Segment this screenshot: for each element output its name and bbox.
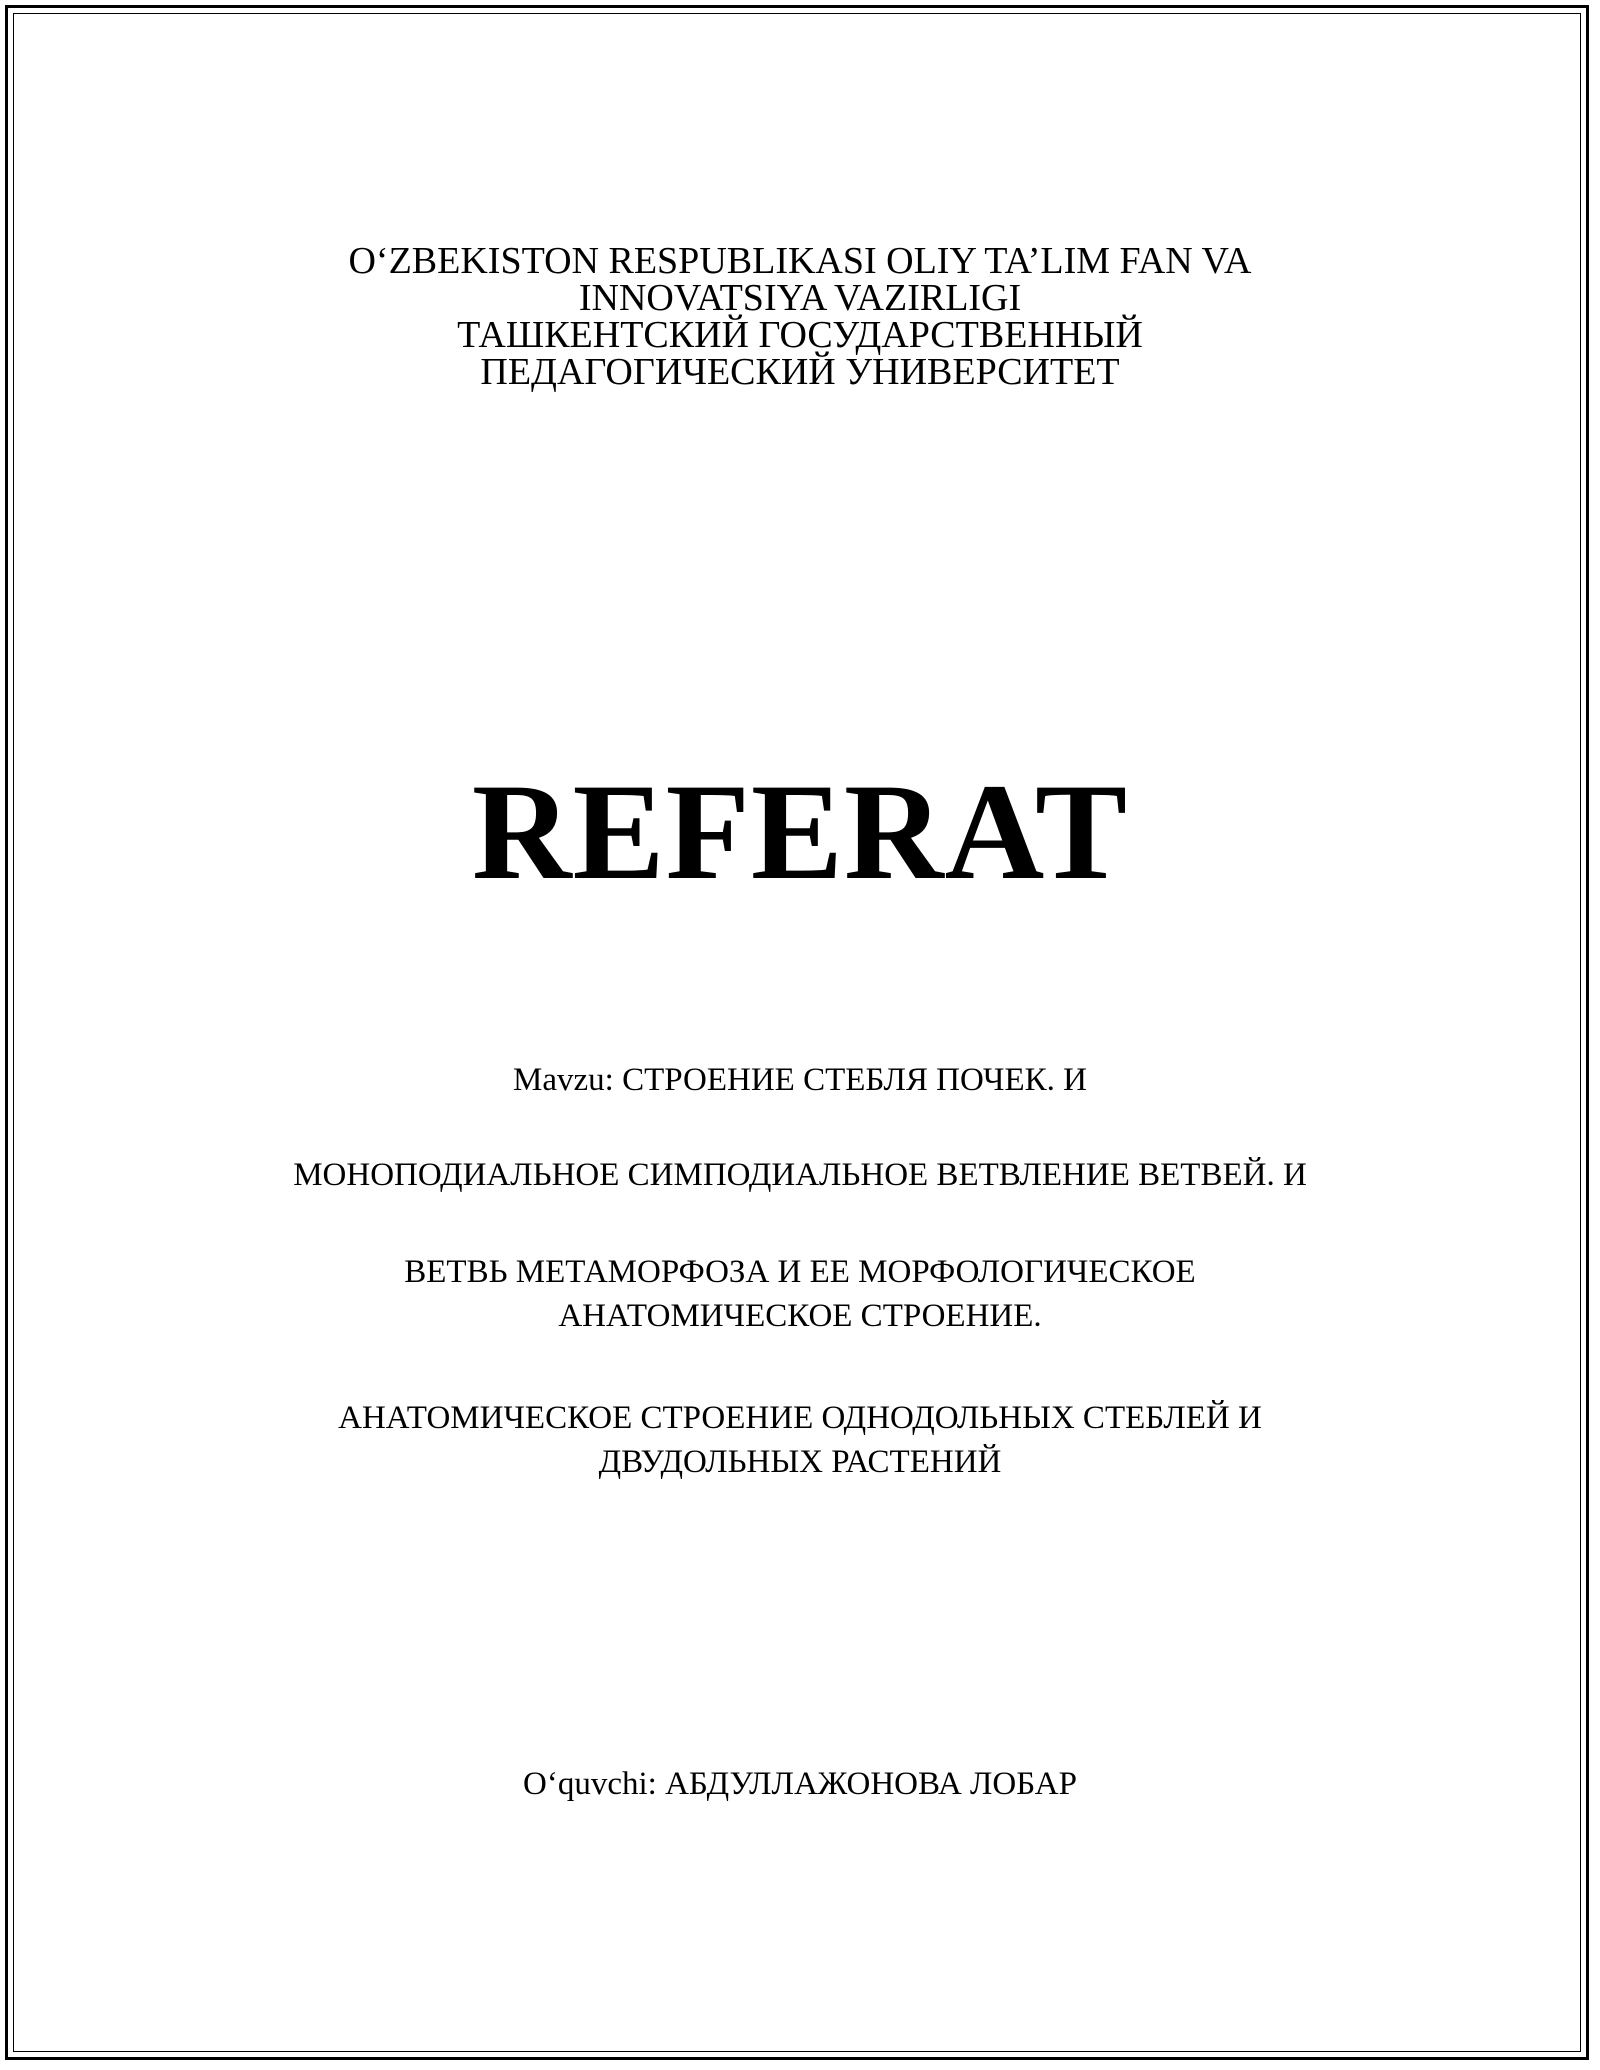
topic-line: АНАТОМИЧЕСКОЕ СТРОЕНИЕ ОДНОДОЛЬНЫХ СТЕБЛЕЙ И [338,1400,1262,1436]
student-name: O‘quvchi: АБДУЛЛАЖОНОВА ЛОБАР [523,1766,1077,1802]
topic-line: Mavzu: СТРОЕНИЕ СТЕБЛЯ ПОЧЕК. И [513,1062,1087,1098]
header-line: ПЕДАГОГИЧЕСКИЙ УНИВЕРСИТЕТ [480,351,1120,393]
header-line: ТАШКЕНТСКИЙ ГОСУДАРСТВЕННЫЙ [457,314,1143,356]
topic-line: АНАТОМИЧЕСКОЕ СТРОЕНИЕ. [558,1298,1042,1334]
header-line: O‘ZBEKISTON RESPUBLIKASI OLIY TA’LIM FAN VA [348,240,1252,282]
topic-line: МОНОПОДИАЛЬНОЕ СИМПОДИАЛЬНОЕ ВЕТВЛЕНИЕ ВЕТВЕЙ. И [293,1157,1307,1193]
topic-line: ВЕТВЬ МЕТАМОРФОЗА И ЕЕ МОРФОЛОГИЧЕСКОЕ [404,1254,1196,1290]
header-line: INNOVATSIYA VAZIRLIGI [578,277,1022,319]
document-title: REFERAT [471,755,1129,908]
institution-header [0,240,1600,393]
topic-line: ДВУДОЛЬНЫХ РАСТЕНИЙ [598,1444,1002,1480]
